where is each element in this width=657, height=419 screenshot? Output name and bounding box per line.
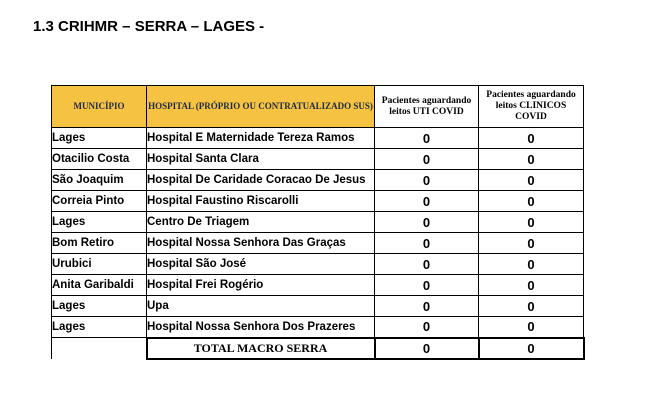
municipio-cell: Urubici xyxy=(52,254,147,275)
table-row xyxy=(52,170,584,191)
table-header-row xyxy=(52,86,584,128)
hospital-cell: Centro De Triagem xyxy=(147,212,375,233)
uti-value-cell: 0 xyxy=(375,317,479,338)
hospital-cell: Hospital São José xyxy=(147,254,375,275)
table-row xyxy=(52,254,584,275)
table-row xyxy=(52,191,584,212)
header-municipio: MUNICÍPIO xyxy=(52,86,147,128)
table-row xyxy=(52,233,584,254)
clinicos-value-cell: 0 xyxy=(479,317,584,338)
municipio-cell: Otacilio Costa xyxy=(52,149,147,170)
table-row xyxy=(52,212,584,233)
clinicos-value-cell: 0 xyxy=(479,128,584,149)
uti-value-cell: 0 xyxy=(375,233,479,254)
uti-value-cell: 0 xyxy=(375,170,479,191)
clinicos-value-cell: 0 xyxy=(479,149,584,170)
hospital-cell: Hospital Faustino Riscarolli xyxy=(147,191,375,212)
clinicos-value-cell: 0 xyxy=(479,170,584,191)
municipio-cell: Lages xyxy=(52,317,147,338)
clinicos-value-cell: 0 xyxy=(479,233,584,254)
uti-value-cell: 0 xyxy=(375,149,479,170)
uti-value-cell: 0 xyxy=(375,296,479,317)
table-row xyxy=(52,296,584,317)
uti-value-cell: 0 xyxy=(375,254,479,275)
total-label: TOTAL MACRO SERRA xyxy=(147,338,375,359)
table-row xyxy=(52,317,584,338)
hospital-cell: Hospital De Caridade Coracao De Jesus xyxy=(147,170,375,191)
hospital-cell: Hospital Frei Rogério xyxy=(147,275,375,296)
hospital-beds-table xyxy=(51,85,585,360)
header-clinicos-covid: Pacientes aguardando leitos CLINICOS COVID xyxy=(479,86,584,128)
uti-value-cell: 0 xyxy=(375,275,479,296)
table-row xyxy=(52,275,584,296)
total-clinicos: 0 xyxy=(479,338,584,359)
municipio-cell: Bom Retiro xyxy=(52,233,147,254)
clinicos-value-cell: 0 xyxy=(479,296,584,317)
header-hospital: HOSPITAL (PRÓPRIO OU CONTRATUALIZADO SUS) xyxy=(147,86,375,128)
hospital-cell: Hospital Santa Clara xyxy=(147,149,375,170)
municipio-cell: Correia Pinto xyxy=(52,191,147,212)
section-title: 1.3 CRIHMR – SERRA – LAGES - xyxy=(33,18,265,35)
municipio-cell: Lages xyxy=(52,128,147,149)
clinicos-value-cell: 0 xyxy=(479,254,584,275)
clinicos-value-cell: 0 xyxy=(479,212,584,233)
clinicos-value-cell: 0 xyxy=(479,191,584,212)
total-blank-cell xyxy=(52,338,147,359)
uti-value-cell: 0 xyxy=(375,191,479,212)
total-uti: 0 xyxy=(375,338,479,359)
municipio-cell: Anita Garibaldi xyxy=(52,275,147,296)
table-row xyxy=(52,149,584,170)
uti-value-cell: 0 xyxy=(375,128,479,149)
municipio-cell: Lages xyxy=(52,296,147,317)
municipio-cell: Lages xyxy=(52,212,147,233)
header-uti-covid: Pacientes aguardando leitos UTI COVID xyxy=(375,86,479,128)
hospital-cell: Upa xyxy=(147,296,375,317)
total-row xyxy=(52,338,584,359)
table-row xyxy=(52,128,584,149)
clinicos-value-cell: 0 xyxy=(479,275,584,296)
hospital-cell: Hospital E Maternidade Tereza Ramos xyxy=(147,128,375,149)
municipio-cell: São Joaquim xyxy=(52,170,147,191)
hospital-cell: Hospital Nossa Senhora Dos Prazeres xyxy=(147,317,375,338)
uti-value-cell: 0 xyxy=(375,212,479,233)
hospital-cell: Hospital Nossa Senhora Das Graças xyxy=(147,233,375,254)
